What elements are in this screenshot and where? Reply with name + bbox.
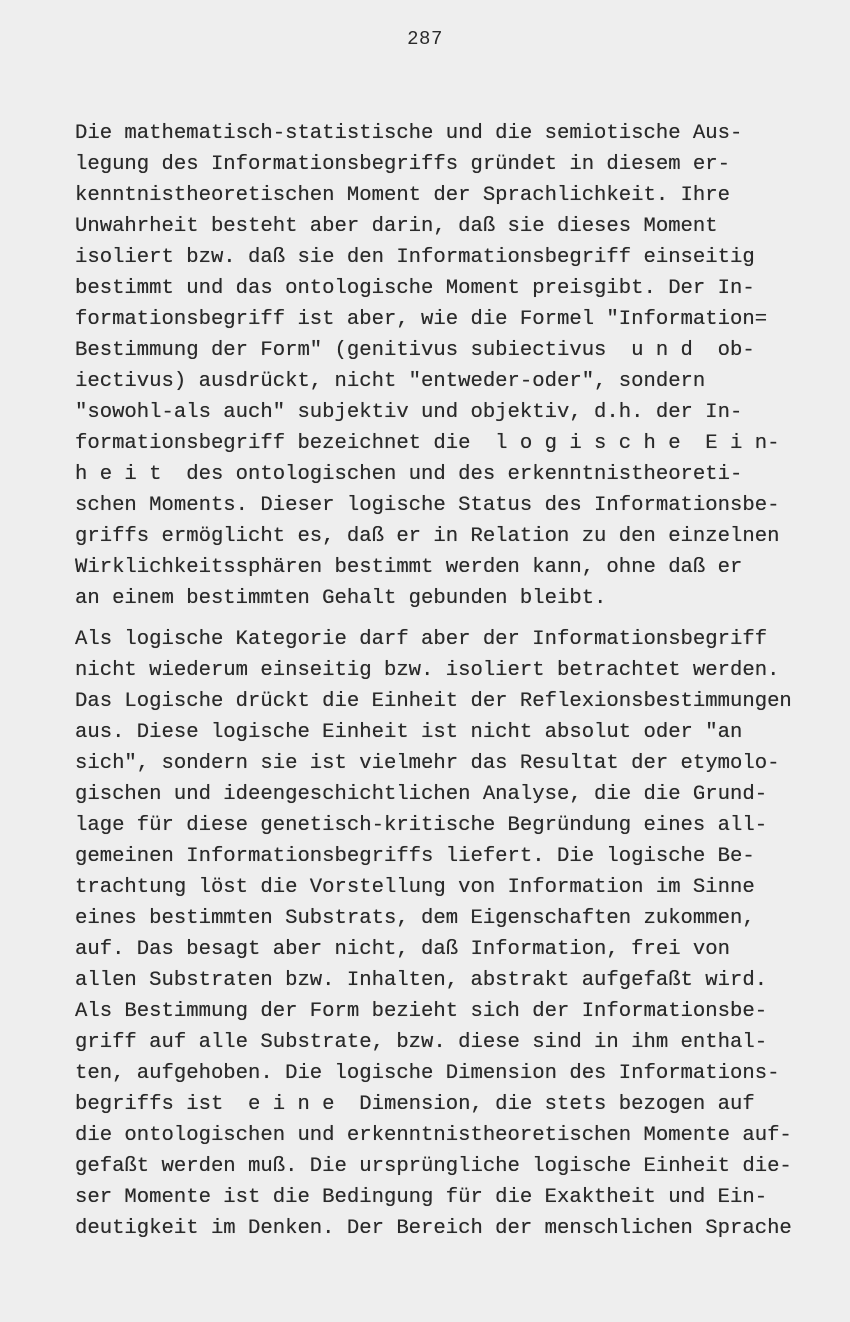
text-line: bestimmt und das ontologische Moment preisgibt. Der In- (75, 277, 755, 300)
text-line: allen Substraten bzw. Inhalten, abstrakt aufgefaßt wird. (75, 969, 768, 992)
text-line: an einem bestimmten Gehalt gebunden bleibt. (75, 587, 607, 610)
text-line: Das Logische drückt die Einheit der Reflexionsbestimmungen (75, 690, 792, 713)
text-line: formationsbegriff ist aber, wie die Formel "Information= (75, 308, 768, 331)
text-line: die ontologischen und erkenntnistheoretischen Momente auf- (75, 1124, 792, 1147)
text-line: nicht wiederum einseitig bzw. isoliert betrachtet werden. (75, 659, 780, 682)
text-line: schen Moments. Dieser logische Status des Informationsbe- (75, 494, 780, 517)
text-line: deutigkeit im Denken. Der Bereich der menschlichen Sprache (75, 1217, 792, 1240)
text-line: Als logische Kategorie darf aber der Informationsbegriff (75, 628, 768, 651)
text-line: isoliert bzw. daß sie den Informationsbegriff einseitig (75, 246, 755, 269)
text-line: "sowohl-als auch" subjektiv und objektiv, d.h. der In- (75, 401, 743, 424)
text-line: gischen und ideengeschichtlichen Analyse, die die Grund- (75, 783, 768, 806)
text-line: griffs ermöglicht es, daß er in Relation zu den einzelnen (75, 525, 780, 548)
text-line: Unwahrheit besteht aber darin, daß sie dieses Moment (75, 215, 718, 238)
text-line: sich", sondern sie ist vielmehr das Resultat der etymolo- (75, 752, 780, 775)
text-line: trachtung löst die Vorstellung von Information im Sinne (75, 876, 755, 899)
text-line: h e i t des ontologischen und des erkenntnistheoreti- (75, 463, 743, 486)
page-number: 287 (407, 28, 443, 50)
text-line: begriffs ist e i n e Dimension, die stets bezogen auf (75, 1093, 755, 1116)
text-line: gemeinen Informationsbegriffs liefert. Die logische Be- (75, 845, 755, 868)
text-line: formationsbegriff bezeichnet die l o g i s c h e E i n- (75, 432, 780, 455)
paragraph-2 (75, 624, 792, 1244)
text-line: auf. Das besagt aber nicht, daß Information, frei von (75, 938, 730, 961)
text-line: ser Momente ist die Bedingung für die Exaktheit und Ein- (75, 1186, 768, 1209)
text-line: kenntnistheoretischen Moment der Sprachlichkeit. Ihre (75, 184, 730, 207)
text-line: Bestimmung der Form" (genitivus subiectivus u n d ob- (75, 339, 755, 362)
text-line: griff auf alle Substrate, bzw. diese sind in ihm enthal- (75, 1031, 768, 1054)
text-line: gefaßt werden muß. Die ursprüngliche logische Einheit die- (75, 1155, 792, 1178)
text-line: eines bestimmten Substrats, dem Eigenschaften zukommen, (75, 907, 755, 930)
text-line: legung des Informationsbegriffs gründet in diesem er- (75, 153, 730, 176)
paragraph-1 (75, 118, 779, 614)
text-line: lage für diese genetisch-kritische Begründung eines all- (75, 814, 768, 837)
text-line: iectivus) ausdrückt, nicht "entweder-oder", sondern (75, 370, 706, 393)
text-line: Wirklichkeitssphären bestimmt werden kann, ohne daß er (75, 556, 743, 579)
text-line: aus. Diese logische Einheit ist nicht absolut oder "an (75, 721, 743, 744)
text-line: Als Bestimmung der Form bezieht sich der Informationsbe- (75, 1000, 768, 1023)
text-line: ten, aufgehoben. Die logische Dimension des Informations- (75, 1062, 780, 1085)
text-line: Die mathematisch-statistische und die semiotische Aus- (75, 122, 743, 145)
